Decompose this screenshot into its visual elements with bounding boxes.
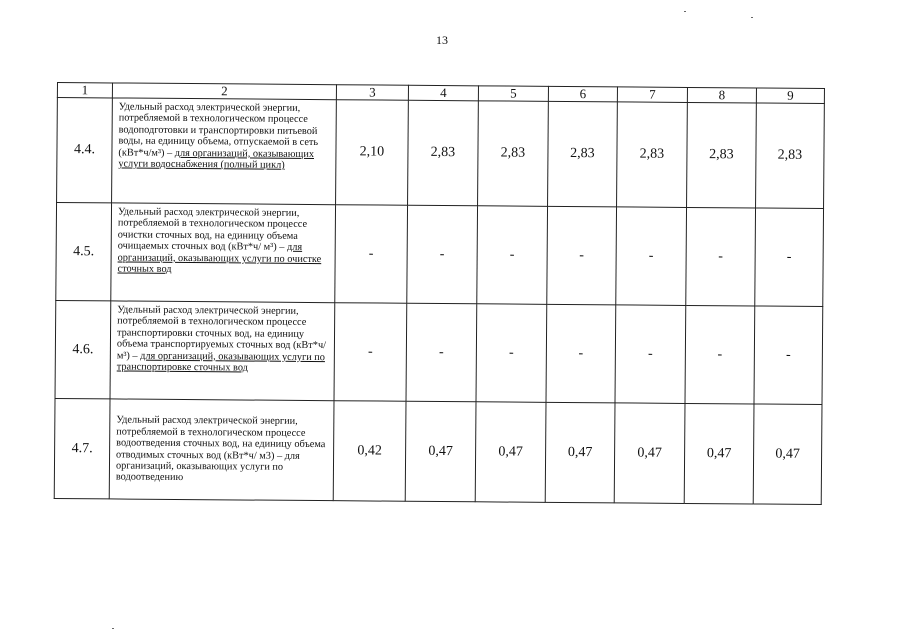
scan-speck (684, 11, 686, 12)
table-cell: 2,83 (408, 100, 479, 206)
table-cell: 0,42 (333, 401, 406, 502)
table-cell: - (615, 305, 686, 404)
description-text: Удельный расход электрической энергии, потребляемой в технологическом процессе очистки сточных вод, на единицу объема очищаемых сточных вод (кВт*ч/ м³) – (117, 206, 308, 254)
row-description (109, 399, 334, 501)
row-number: 4.6. (55, 300, 111, 398)
table-cell: - (754, 306, 823, 405)
table-row (57, 98, 825, 209)
description-text: Удельный расход электрической энергии, потребляемой в технологическом процессе водоотведения сточных вод, на единицу объема отводимых сточных вод (кВт*ч/ м3) – для организаций, оказывающих услуги по водоотведению (115, 414, 326, 484)
table-cell: 0,47 (753, 404, 822, 505)
table-cell: - (476, 304, 547, 403)
table-row (56, 203, 824, 307)
scan-speck (112, 628, 114, 629)
row-description (111, 203, 336, 303)
table-cell: - (755, 208, 824, 307)
page-number: 13 (436, 33, 448, 47)
table-cell: 2,83 (687, 102, 757, 208)
column-header: 3 (336, 85, 408, 101)
scan-speck (751, 17, 753, 18)
row-number: 4.4. (57, 98, 113, 203)
column-header: 2 (112, 83, 336, 100)
column-header: 8 (687, 87, 756, 103)
description-text: Удельный расход электрической энергии, потребляемой в технологическом процессе транспортировки сточных вод, на единицу объема транспортируемых сточных вод (кВт*ч/ м³) – (116, 304, 327, 362)
table-cell: - (407, 205, 478, 304)
table-cell: - (406, 303, 477, 402)
description-underlined-text: для организаций, оказывающих услуги водоснабжения (полный цикл) (118, 147, 315, 171)
table-cell: - (686, 207, 756, 306)
table-cell: - (616, 207, 687, 306)
energy-consumption-table (54, 82, 825, 505)
table-cell: 2,83 (548, 101, 618, 207)
table-cell: - (685, 305, 755, 404)
description-underlined-text: для организаций, оказывающих услуги по очистке сточных вод (117, 242, 322, 275)
table-cell: 2,10 (336, 100, 409, 206)
table-row (54, 398, 822, 504)
column-header: 4 (408, 85, 478, 101)
row-description (110, 301, 335, 401)
table-cell: - (335, 205, 408, 304)
column-header: 1 (57, 83, 112, 98)
table-cell: 0,47 (545, 402, 615, 503)
table-cell: - (477, 206, 548, 305)
table-cell: 2,83 (617, 102, 688, 208)
table-cell: 0,47 (405, 401, 476, 502)
description-text: Удельный расход электрической энергии, потребляемой в технологическом процессе водоподготовки и транспортировки питьевой воды, на единицу объема, отпускаемой в сеть (кВт*ч/м³) – (118, 101, 319, 159)
description-underlined-text: для организаций, оказывающих услуги по транспортировке сточных вод (116, 350, 326, 374)
table-cell: 2,83 (478, 101, 549, 207)
column-header: 5 (478, 86, 548, 102)
table-cell: 0,47 (684, 403, 754, 504)
table-cell: - (334, 303, 407, 402)
column-header: 6 (548, 86, 617, 102)
table-row (55, 300, 823, 404)
column-header: 9 (756, 88, 824, 104)
table-cell: - (546, 304, 616, 403)
row-number: 4.7. (54, 398, 110, 498)
table-cell: 0,47 (614, 403, 685, 504)
row-description (112, 98, 337, 205)
table-cell: 2,83 (756, 103, 825, 209)
column-header: 7 (617, 87, 687, 103)
table-cell: - (547, 206, 617, 305)
row-number: 4.5. (56, 203, 112, 301)
table-cell: 0,47 (475, 402, 546, 503)
